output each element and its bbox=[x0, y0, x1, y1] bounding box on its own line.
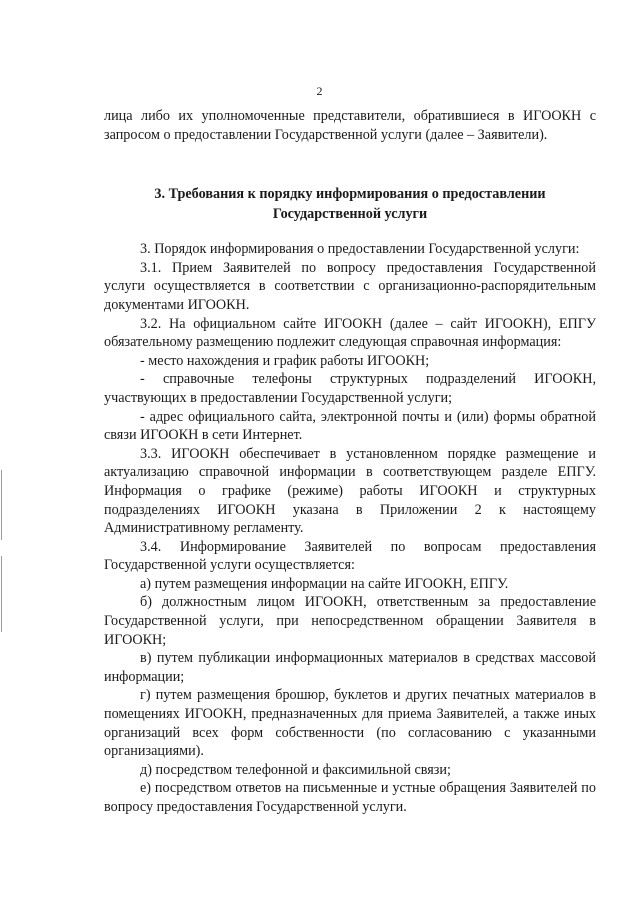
list-item-a: а) путем размещения информации на сайте ИГООКН, ЕПГУ. bbox=[140, 575, 509, 592]
paragraph-3-3: 3.3. ИГООКН обеспечивает в установленном порядке размещение и актуализацию справочной информации в соответствующем разделе ЕПГУ. Информация о графике (режиме) работы ИГООКН и структурных подразделениях ИГООКН указана в Приложении 2 к настоящему Административному регламенту. bbox=[104, 445, 596, 537]
list-item-website: - адрес официального сайта, электронной почты и (или) формы обратной связи ИГООКН в сети Интернет. bbox=[104, 408, 596, 444]
paragraph-3-4: 3.4. Информирование Заявителей по вопросам предоставления Государственной услуги осуществляется: bbox=[104, 538, 596, 574]
list-item-d: д) посредством телефонной и факсимильной связи; bbox=[140, 761, 451, 778]
paragraph-3-1: 3.1. Прием Заявителей по вопросу предоставления Государственной услуги осуществляется в соответствии с организационно-распорядительным документами ИГООКН. bbox=[104, 259, 596, 313]
list-item-v: в) путем публикации информационных материалов в средствах массовой информации; bbox=[104, 650, 596, 685]
list-item-g: г) путем размещения брошюр, буклетов и других печатных материалов в помещениях ИГООКН, предназначенных для приема Заявителей, а также иных организаций всех форм собственности (по согласованию с указанными организациями). bbox=[104, 687, 596, 760]
heading-line-1: 3. Требования к порядку информирования о предоставлении bbox=[154, 186, 546, 203]
paragraph-3: 3. Порядок информирования о предоставлении Государственной услуги: bbox=[140, 241, 580, 258]
section-heading bbox=[104, 184, 596, 224]
scan-margin-line-bottom bbox=[1, 556, 2, 632]
list-item-phones: - справочные телефоны структурных подразделений ИГООКН, участвующих в предоставлении Государственной услуги; bbox=[104, 371, 596, 406]
heading-line-2: Государственной услуги bbox=[272, 206, 428, 223]
intro-paragraph: лица либо их уполномоченные представители, обратившиеся в ИГООКН с запросом о предоставлении Государственной услуги (далее – Заявители). bbox=[104, 108, 596, 143]
list-item-b: б) должностным лицом ИГООКН, ответственным за предоставление Государственной услуги, при непосредственном обращении Заявителя в ИГООКН; bbox=[104, 594, 596, 648]
document-body bbox=[104, 107, 596, 817]
list-item-location: - место нахождения и график работы ИГООКН; bbox=[140, 352, 430, 369]
scan-margin-line-top bbox=[1, 470, 2, 540]
paragraph-3-2: 3.2. На официальном сайте ИГООКН (далее – сайт ИГООКН), ЕПГУ обязательному размещению подлежит следующая справочная информация: bbox=[104, 315, 596, 351]
list-item-e: е) посредством ответов на письменные и устные обращения Заявителей по вопросу предоставления Государственной услуги. bbox=[104, 780, 596, 815]
page-number: 2 bbox=[316, 84, 323, 98]
